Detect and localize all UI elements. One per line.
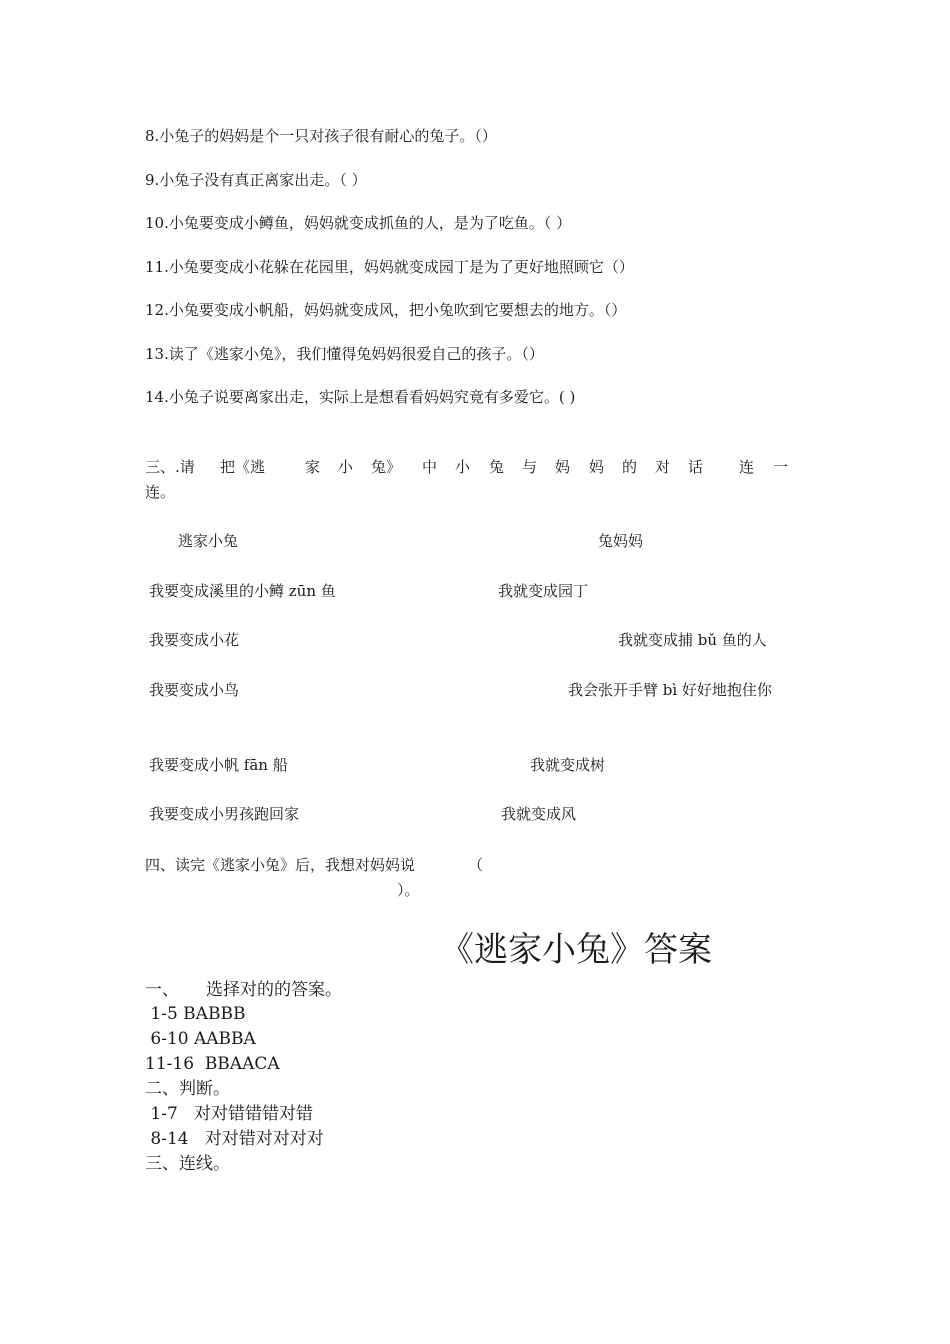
answers-title: 《逃家小兔》答案 [440, 930, 712, 970]
section3-heading [145, 457, 795, 477]
answer-line: 二、判断。 [145, 1079, 230, 1099]
left-item-5: 我要变成小男孩跑回家 [149, 805, 300, 823]
section4-paren-open: （ [468, 856, 484, 874]
heading-part: 兔》 [371, 458, 402, 476]
left-item-2: 我要变成小花 [149, 631, 240, 649]
judgement-item-11: 11.小兔要变成小花躲在花园里，妈妈就变成园丁是为了更好地照顾它（） [145, 258, 634, 276]
heading-part: 小 [338, 458, 354, 476]
judgement-item-10: 10.小兔要变成小鳟鱼，妈妈就变成抓鱼的人，是为了吃鱼。（ ） [145, 214, 572, 232]
judgement-item-12: 12.小兔要变成小帆船，妈妈就变成风，把小兔吹到它要想去的地方。（） [145, 301, 627, 319]
heading-part: 妈 [555, 458, 571, 476]
heading-part: 兔 [489, 458, 505, 476]
heading-part: 与 [522, 458, 538, 476]
heading-part: 对 [655, 458, 671, 476]
judgement-item-13: 13.读了《逃家小兔》，我们懂得兔妈妈很爱自己的孩子。（） [145, 345, 544, 363]
heading-part: 家 [305, 458, 321, 476]
heading-part: 连 [739, 458, 755, 476]
heading-part: 小 [455, 458, 471, 476]
heading-part: 一 [773, 458, 789, 476]
heading-part: 妈 [589, 458, 605, 476]
judgement-item-8: 8.小兔子的妈妈是个一只对孩子很有耐心的兔子。（） [145, 127, 497, 145]
section4-line2: ）。 [397, 881, 420, 899]
right-item-1: 我就变成园丁 [498, 582, 589, 600]
answer-line: 三、连线。 [145, 1154, 230, 1174]
heading-part: 的 [622, 458, 638, 476]
answer-line: 1-5 BABBB [145, 1004, 246, 1024]
answer-line: 6-10 AABBA [145, 1029, 256, 1049]
answer-line: 8-14 对对错对对对对 [145, 1129, 324, 1149]
right-item-5: 我就变成风 [501, 805, 577, 823]
left-item-3: 我要变成小鸟 [149, 681, 240, 699]
section4-line1: 四、读完《逃家小兔》后，我想对妈妈说 [145, 856, 416, 874]
judgement-item-14: 14.小兔子说要离家出走，实际上是想看看妈妈究竟有多爱它。( ) [145, 388, 576, 406]
right-item-2: 我就变成捕 bǔ 鱼的人 [618, 631, 767, 649]
heading-part: 话 [688, 458, 704, 476]
judgement-item-9: 9.小兔子没有真正离家出走。（ ） [145, 171, 367, 189]
heading-part: 三、.请 [145, 458, 195, 476]
left-column-header: 逃家小兔 [178, 532, 239, 550]
section3-heading-line2: 连。 [145, 483, 176, 501]
right-item-3: 我会张开手臂 bì 好好地抱住你 [568, 681, 772, 699]
answer-line: 11-16 BBAACA [145, 1054, 280, 1074]
right-column-header: 兔妈妈 [598, 532, 644, 550]
left-item-1: 我要变成溪里的小鳟 zūn 鱼 [149, 582, 336, 600]
heading-part: 把《逃 [220, 458, 266, 476]
right-item-4: 我就变成树 [530, 756, 606, 774]
answer-line: 1-7 对对错错错对错 [145, 1104, 313, 1124]
answer-line: 一、 选择对的的答案。 [145, 980, 343, 1000]
heading-part: 中 [422, 458, 438, 476]
left-item-4: 我要变成小帆 fān 船 [149, 756, 288, 774]
